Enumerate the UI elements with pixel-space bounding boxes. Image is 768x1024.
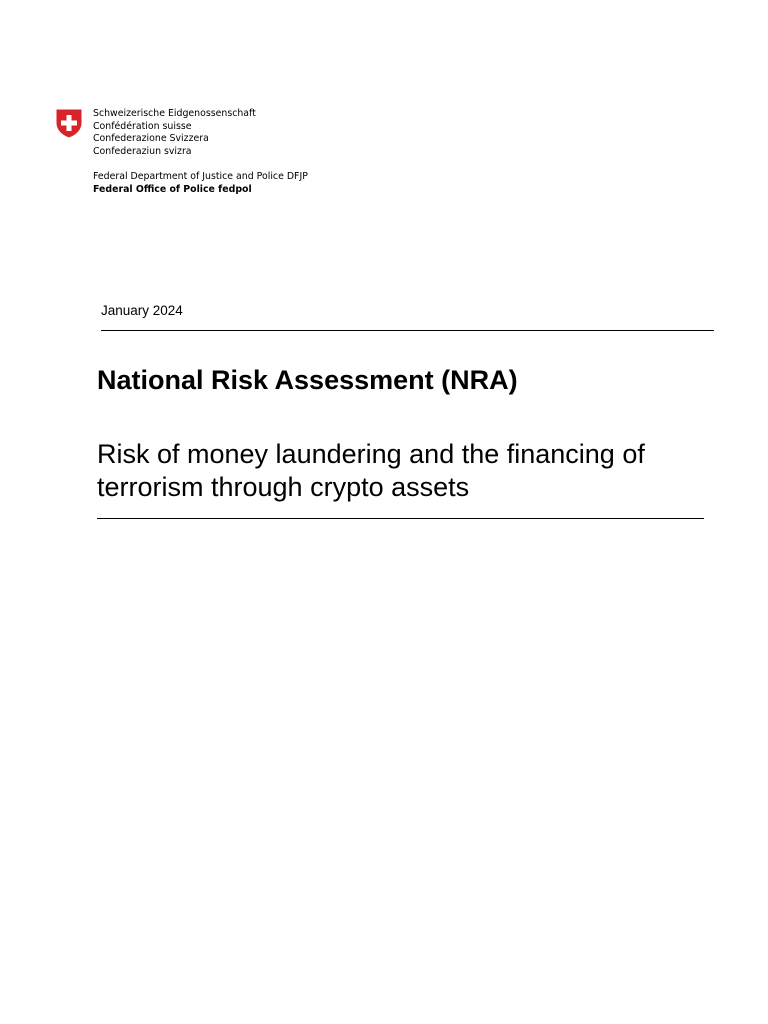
department-block — [93, 171, 308, 196]
agency-name-french: Confédération suisse — [93, 120, 192, 132]
page-title: National Risk Assessment (NRA) — [97, 365, 518, 395]
bottom-divider — [97, 518, 704, 519]
swiss-cross-shield-icon — [55, 108, 83, 139]
document-date: January 2024 — [101, 303, 183, 318]
department-name: Federal Department of Justice and Police DFJP — [93, 171, 308, 182]
top-divider — [101, 330, 714, 331]
office-name: Federal Office of Police fedpol — [93, 183, 252, 195]
page-subtitle: Risk of money laundering and the financing of terrorism through crypto assets — [97, 439, 645, 502]
agency-name-german: Schweizerische Eidgenossenschaft — [93, 108, 256, 119]
agency-name-italian: Confederazione Svizzera — [93, 133, 209, 145]
agency-name-romansh: Confederaziun svizra — [93, 145, 192, 157]
agency-names — [93, 108, 256, 158]
